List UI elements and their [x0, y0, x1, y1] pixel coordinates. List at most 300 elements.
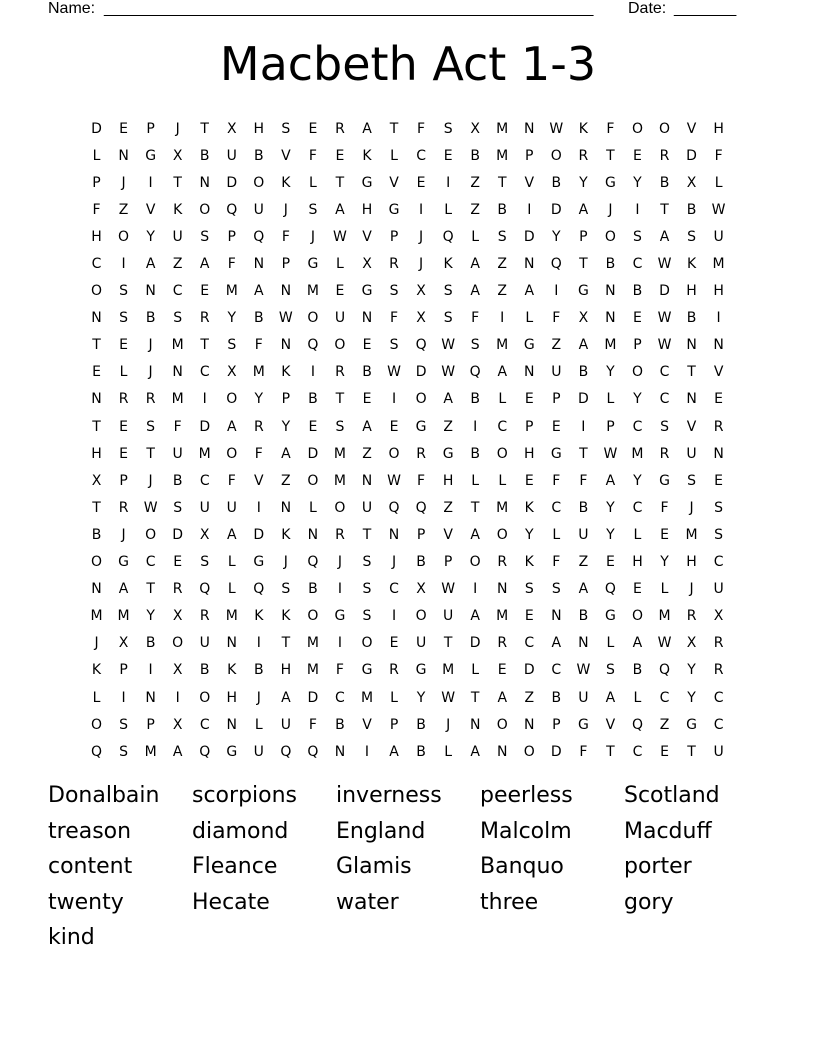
grid-letter: V: [362, 716, 372, 733]
grid-letter: T: [200, 120, 209, 137]
grid-letter: Z: [524, 689, 535, 706]
grid-letter: B: [551, 174, 562, 191]
grid-letter: A: [254, 283, 264, 300]
grid-letter: B: [254, 147, 264, 164]
grid-letter: F: [579, 472, 588, 489]
grid-letter: Y: [579, 174, 588, 191]
word-bank-item: Banquo: [480, 854, 564, 879]
grid-letter: U: [551, 364, 562, 381]
grid-letter: N: [253, 256, 265, 273]
grid-letter: C: [632, 743, 643, 760]
grid-letter: Q: [388, 499, 400, 516]
header: [48, 0, 748, 20]
grid-letter: N: [524, 120, 535, 137]
name-blank-line: _______________________________________________________: [104, 0, 594, 17]
grid-letter: B: [199, 662, 210, 679]
grid-letter: J: [148, 364, 153, 381]
grid-letter: R: [253, 418, 264, 435]
grid-letter: T: [443, 635, 453, 652]
grid-letter: Y: [606, 526, 615, 543]
grid-letter: Y: [606, 364, 615, 381]
grid-letter: Y: [552, 228, 561, 245]
grid-letter: K: [443, 256, 453, 273]
grid-letter: M: [90, 608, 103, 625]
grid-letter: I: [391, 608, 397, 625]
grid-letter: O: [307, 472, 319, 489]
grid-letter: Q: [469, 364, 481, 381]
grid-letter: Z: [443, 499, 453, 516]
grid-letter: O: [91, 554, 103, 571]
grid-letter: X: [416, 283, 426, 300]
grid-letter: Z: [281, 472, 291, 489]
grid-letter: U: [686, 445, 697, 462]
grid-letter: Y: [633, 472, 642, 489]
grid-letter: Y: [606, 499, 615, 516]
grid-letter: A: [578, 581, 589, 598]
grid-row: [83, 684, 732, 711]
grid-letter: L: [471, 472, 480, 489]
grid-letter: K: [524, 554, 534, 571]
grid-letter: R: [118, 499, 129, 516]
grid-letter: L: [92, 147, 101, 164]
grid-letter: C: [659, 364, 670, 381]
grid-letter: G: [334, 608, 346, 625]
grid-letter: M: [306, 635, 319, 652]
grid-letter: N: [280, 499, 292, 516]
grid-letter: L: [444, 743, 453, 760]
grid-letter: X: [172, 608, 183, 625]
grid-letter: O: [631, 120, 643, 137]
grid-letter: L: [714, 174, 723, 191]
grid-letter: C: [524, 635, 535, 652]
grid-letter: E: [714, 472, 724, 489]
grid-letter: M: [252, 364, 265, 381]
grid-letter: H: [442, 472, 454, 489]
grid-letter: L: [606, 391, 615, 408]
grid-row: [83, 196, 732, 223]
grid-letter: M: [631, 445, 644, 462]
grid-letter: V: [605, 716, 616, 733]
grid-letter: S: [470, 337, 480, 354]
grid-letter: S: [389, 337, 399, 354]
grid-letter: O: [307, 608, 319, 625]
grid-letter: H: [253, 120, 265, 137]
grid-letter: S: [551, 581, 561, 598]
grid-letter: V: [443, 526, 453, 543]
grid-row: [83, 711, 732, 738]
grid-row: [83, 115, 732, 142]
grid-letter: W: [657, 337, 672, 354]
grid-letter: Z: [551, 337, 562, 354]
grid-letter: N: [91, 310, 102, 327]
grid-letter: I: [527, 201, 532, 218]
grid-letter: K: [281, 364, 291, 381]
word-bank-item: scorpions: [192, 783, 298, 808]
grid-letter: O: [253, 174, 265, 191]
grid-letter: P: [525, 147, 534, 164]
grid-letter: M: [496, 147, 509, 164]
grid-letter: B: [145, 310, 156, 327]
grid-letter: I: [473, 581, 478, 598]
grid-letter: P: [606, 418, 615, 435]
grid-letter: J: [121, 526, 126, 543]
grid-letter: W: [441, 337, 456, 354]
grid-letter: U: [199, 499, 210, 516]
grid-letter: K: [173, 201, 183, 218]
grid-letter: Y: [146, 608, 155, 625]
grid-letter: P: [146, 120, 155, 137]
grid-letter: E: [308, 418, 318, 435]
grid-letter: V: [686, 120, 697, 137]
grid-letter: E: [389, 635, 399, 652]
grid-letter: F: [254, 445, 263, 462]
grid-letter: V: [145, 201, 156, 218]
grid-letter: N: [172, 364, 183, 381]
grid-letter: P: [389, 716, 399, 733]
grid-row: [83, 169, 732, 196]
grid-letter: U: [253, 743, 264, 760]
grid-letter: N: [280, 283, 292, 300]
grid-letter: N: [496, 581, 508, 598]
grid-letter: Z: [497, 256, 508, 273]
grid-letter: G: [226, 743, 238, 760]
grid-letter: B: [659, 174, 670, 191]
grid-letter: S: [146, 418, 156, 435]
grid-letter: G: [604, 174, 616, 191]
grid-letter: M: [171, 337, 184, 354]
grid-letter: L: [471, 228, 480, 245]
grid-letter: Q: [550, 256, 562, 273]
grid-letter: D: [686, 147, 697, 164]
grid-letter: T: [687, 743, 696, 760]
grid-letter: X: [470, 120, 480, 137]
grid-row: [83, 142, 732, 169]
word-bank-item: Scotland: [624, 783, 720, 808]
word-bank-item: Donalbain: [48, 783, 160, 808]
grid-letter: I: [716, 310, 721, 327]
grid-letter: F: [552, 310, 561, 327]
grid-letter: B: [308, 581, 318, 598]
grid-letter: Q: [307, 743, 319, 760]
grid-letter: X: [686, 174, 697, 191]
grid-letter: E: [335, 283, 345, 300]
grid-letter: R: [389, 662, 399, 679]
grid-letter: L: [525, 310, 534, 327]
grid-letter: C: [551, 662, 562, 679]
grid-letter: I: [473, 418, 478, 435]
grid-letter: Z: [470, 174, 480, 191]
grid-letter: A: [470, 256, 480, 273]
grid-letter: F: [606, 120, 615, 137]
grid-letter: M: [442, 662, 455, 679]
grid-letter: P: [552, 391, 561, 408]
grid-letter: F: [579, 743, 588, 760]
grid-letter: S: [362, 608, 372, 625]
word-bank-item: Fleance: [192, 854, 278, 879]
grid-letter: N: [388, 526, 400, 543]
grid-letter: N: [605, 310, 616, 327]
grid-letter: L: [254, 716, 263, 733]
grid-letter: E: [660, 526, 669, 543]
grid-letter: C: [632, 256, 643, 273]
grid-letter: K: [281, 174, 291, 191]
grid-letter: D: [469, 635, 481, 652]
word-bank-item: treason: [48, 818, 132, 844]
grid-letter: G: [118, 554, 129, 571]
grid-row: [83, 630, 732, 657]
grid-letter: E: [119, 418, 128, 435]
grid-letter: R: [659, 147, 670, 164]
grid-letter: C: [659, 391, 670, 408]
grid-letter: N: [686, 391, 697, 408]
grid-letter: C: [497, 418, 508, 435]
grid-letter: O: [496, 445, 508, 462]
grid-letter: D: [91, 120, 102, 137]
grid-letter: H: [686, 554, 697, 571]
grid-letter: I: [202, 391, 207, 408]
grid-row: [83, 440, 732, 467]
grid-letter: O: [550, 147, 562, 164]
grid-letter: O: [361, 635, 373, 652]
grid-letter: N: [334, 743, 346, 760]
grid-letter: G: [604, 608, 616, 625]
grid-letter: X: [226, 120, 237, 137]
grid-letter: T: [92, 499, 101, 516]
grid-letter: U: [443, 608, 454, 625]
grid-letter: T: [362, 526, 372, 543]
grid-letter: N: [226, 635, 237, 652]
grid-letter: U: [226, 147, 237, 164]
page-title: Macbeth Act 1-3: [219, 37, 597, 91]
word-bank-item: gory: [624, 889, 674, 915]
grid-letter: B: [416, 716, 426, 733]
grid-letter: A: [470, 608, 480, 625]
grid-letter: P: [92, 174, 101, 191]
grid-letter: I: [256, 499, 261, 516]
grid-letter: Q: [658, 662, 671, 679]
grid-letter: A: [524, 283, 535, 300]
grid-letter: B: [632, 662, 643, 679]
grid-letter: X: [416, 581, 426, 598]
grid-letter: C: [416, 147, 426, 164]
grid-letter: C: [551, 499, 562, 516]
grid-letter: S: [119, 310, 129, 327]
grid-letter: T: [92, 337, 101, 354]
grid-letter: E: [714, 391, 724, 408]
grid-letter: J: [121, 174, 126, 191]
grid-letter: H: [280, 662, 292, 679]
grid-letter: O: [307, 310, 319, 327]
grid-letter: N: [686, 337, 697, 354]
grid-letter: D: [226, 174, 238, 191]
grid-letter: M: [712, 256, 725, 273]
grid-letter: H: [91, 445, 102, 462]
grid-letter: A: [497, 689, 508, 706]
grid-letter: S: [281, 581, 291, 598]
grid-letter: R: [659, 445, 670, 462]
grid-letter: S: [714, 499, 724, 516]
grid-letter: M: [333, 445, 346, 462]
grid-letter: E: [524, 608, 534, 625]
grid-letter: G: [442, 445, 454, 462]
grid-letter: N: [524, 256, 535, 273]
grid-letter: I: [148, 174, 153, 191]
grid-letter: W: [441, 581, 456, 598]
grid-letter: E: [633, 310, 642, 327]
grid-letter: X: [416, 310, 426, 327]
grid-letter: Z: [443, 418, 453, 435]
grid-letter: T: [281, 635, 291, 652]
grid-letter: J: [689, 581, 694, 598]
grid-letter: E: [173, 554, 183, 571]
grid-letter: T: [687, 364, 696, 381]
grid-letter: S: [173, 499, 183, 516]
grid-letter: F: [308, 147, 317, 164]
word-bank-item: peerless: [480, 783, 573, 808]
grid-letter: O: [415, 391, 427, 408]
grid-letter: O: [334, 499, 346, 516]
grid-letter: P: [579, 228, 588, 245]
grid-letter: Y: [660, 554, 669, 571]
grid-letter: O: [91, 716, 103, 733]
grid-letter: T: [497, 174, 507, 191]
grid-letter: E: [92, 364, 101, 381]
grid-letter: F: [92, 201, 101, 218]
grid-row: [83, 359, 732, 386]
grid-letter: T: [660, 201, 669, 218]
grid-letter: O: [631, 608, 643, 625]
grid-letter: R: [578, 147, 589, 164]
grid-letter: U: [713, 228, 724, 245]
grid-letter: K: [91, 662, 102, 679]
grid-letter: S: [362, 554, 372, 571]
grid-letter: Z: [172, 256, 183, 273]
grid-letter: X: [578, 310, 589, 327]
grid-letter: E: [416, 174, 426, 191]
word-bank-item: inverness: [336, 783, 442, 808]
grid-letter: P: [525, 418, 534, 435]
grid-letter: N: [145, 283, 156, 300]
word-bank-item: England: [336, 818, 426, 844]
grid-letter: S: [714, 526, 724, 543]
grid-letter: Y: [281, 418, 291, 435]
grid-letter: Q: [307, 554, 319, 571]
grid-letter: M: [306, 283, 319, 300]
grid-letter: W: [549, 120, 564, 137]
grid-letter: F: [390, 310, 399, 327]
grid-letter: C: [713, 554, 724, 571]
grid-letter: N: [361, 472, 373, 489]
grid-letter: U: [415, 635, 427, 652]
grid-letter: O: [469, 554, 481, 571]
grid-letter: B: [335, 716, 345, 733]
grid-letter: P: [416, 526, 426, 543]
grid-letter: T: [606, 743, 615, 760]
grid-letter: X: [118, 635, 129, 652]
grid-letter: E: [119, 445, 128, 462]
grid-letter: O: [226, 445, 238, 462]
grid-letter: A: [362, 418, 372, 435]
grid-letter: D: [659, 283, 670, 300]
grid-letter: N: [713, 337, 724, 354]
grid-letter: B: [91, 526, 102, 543]
grid-letter: O: [496, 526, 508, 543]
grid-letter: G: [523, 337, 535, 354]
grid-letter: M: [144, 743, 157, 760]
grid-letter: A: [281, 445, 291, 462]
grid-letter: J: [148, 472, 153, 489]
grid-letter: N: [226, 716, 237, 733]
grid-letter: O: [523, 743, 535, 760]
grid-letter: C: [713, 689, 724, 706]
grid-letter: I: [121, 689, 126, 706]
grid-letter: G: [577, 283, 589, 300]
grid-letter: A: [118, 581, 129, 598]
grid-row: [83, 657, 732, 684]
grid-letter: F: [227, 472, 236, 489]
grid-letter: W: [143, 499, 158, 516]
grid-letter: T: [92, 418, 101, 435]
grid-letter: C: [335, 689, 345, 706]
grid-row: [83, 603, 732, 630]
grid-letter: F: [281, 228, 290, 245]
grid-letter: Y: [254, 391, 264, 408]
grid-letter: N: [91, 391, 102, 408]
grid-letter: S: [308, 201, 318, 218]
grid-letter: I: [121, 256, 126, 273]
grid-letter: Q: [415, 337, 427, 354]
word-bank: [48, 780, 768, 958]
grid-letter: Y: [687, 662, 696, 679]
grid-letter: C: [389, 581, 399, 598]
grid-letter: S: [119, 743, 129, 760]
grid-letter: N: [524, 716, 535, 733]
grid-letter: S: [200, 228, 210, 245]
grid-letter: N: [199, 174, 210, 191]
grid-letter: R: [713, 662, 724, 679]
grid-letter: W: [441, 364, 456, 381]
grid-letter: S: [119, 283, 129, 300]
grid-letter: R: [335, 364, 345, 381]
grid-row: [83, 738, 732, 765]
grid-letter: W: [603, 445, 618, 462]
grid-letter: L: [308, 499, 317, 516]
grid-letter: B: [686, 201, 697, 218]
grid-letter: V: [281, 147, 291, 164]
grid-letter: U: [280, 716, 291, 733]
grid-letter: T: [335, 174, 345, 191]
grid-letter: M: [117, 608, 130, 625]
grid-letter: Q: [415, 499, 427, 516]
grid-letter: P: [146, 716, 155, 733]
grid-letter: S: [200, 554, 210, 571]
grid-letter: R: [497, 554, 508, 571]
grid-letter: O: [226, 391, 238, 408]
grid-letter: Q: [280, 743, 292, 760]
grid-letter: E: [524, 472, 534, 489]
grid-letter: B: [470, 445, 480, 462]
grid-letter: F: [552, 554, 561, 571]
grid-letter: X: [172, 147, 183, 164]
grid-letter: O: [199, 201, 211, 218]
grid-letter: L: [444, 201, 453, 218]
grid-letter: V: [389, 174, 399, 191]
grid-letter: B: [605, 256, 616, 273]
grid-letter: G: [577, 716, 589, 733]
grid-letter: R: [145, 391, 156, 408]
grid-letter: F: [471, 310, 480, 327]
grid-row: [83, 250, 732, 277]
